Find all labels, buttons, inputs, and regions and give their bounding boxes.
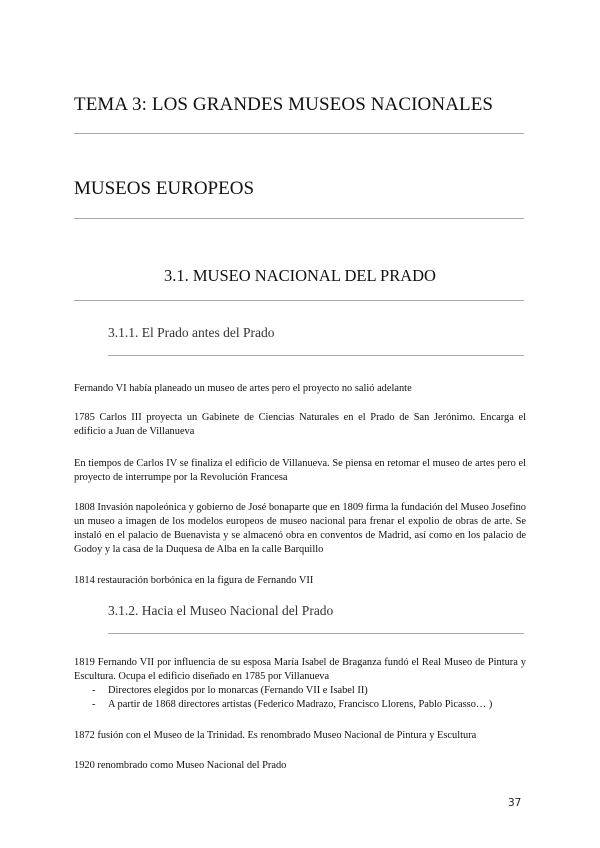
chapter-subtitle: MUSEOS EUROPEOS [74,178,255,199]
paragraph-1920: 1920 renombrado como Museo Nacional del Prado [74,760,287,771]
directors-list [92,684,532,712]
paragraph-1814: 1814 restauración borbónica en la figura de Fernando VII [74,575,314,586]
title-rule [74,133,524,134]
paragraph-1819: 1819 Fernando VII por influencia de su esposa María Isabel de Braganza fundó el Real Museo de Pintura y Escultura. Ocupa el edificio diseñado en 1785 por Villanueva [74,657,526,682]
paragraph-1808: 1808 Invasión napoleónica y gobierno de José bonaparte que en 1809 firma la fundación del Museo Josefino un museo a imagen de los modelos europeos de museo nacional para frenar el expolio de obras de arte. Se instaló en el palacio de Buenavista y se almacenó obra en conventos de Madrid, así como en los palacio de Godoy y la casa de la Duquesa de Alba en la calle Barquillo [74,502,526,555]
paragraph-1785: 1785 Carlos III proyecta un Gabinete de Ciencias Naturales en el Prado de San Jerónimo. Encarga el edificio a Juan de Villanueva [74,412,526,437]
list-item [92,684,532,698]
subtitle-rule [74,218,524,219]
list-marker: - [92,699,96,710]
subsection-heading-1: 3.1.1. El Prado antes del Prado [108,325,275,340]
section-rule [74,300,524,301]
page-number: 37 [508,797,522,809]
paragraph-carlos-iv: En tiempos de Carlos IV se finaliza el edificio de Villanueva. Se piensa en retomar el museo de artes pero el proyecto de interrumpe por la Revolución Francesa [74,458,526,483]
list-item-text: Directores elegidos por lo monarcas (Fernando VII e Isabel II) [108,685,368,696]
subsection-heading-2: 3.1.2. Hacia el Museo Nacional del Prado [108,603,334,618]
subsection-rule-2 [108,633,524,634]
chapter-title: TEMA 3: LOS GRANDES MUSEOS NACIONALES [74,94,494,115]
list-marker: - [92,685,96,696]
paragraph-fernando-vi: Fernando VI había planeado un museo de artes pero el proyecto no salió adelante [74,383,412,394]
list-item-text: A partir de 1868 directores artistas (Federico Madrazo, Francisco Llorens, Pablo Picasso… ) [108,699,493,710]
section-heading: 3.1. MUSEO NACIONAL DEL PRADO [164,266,436,285]
list-item [92,698,532,712]
subsection-rule-1 [108,355,524,356]
paragraph-1872: 1872 fusión con el Museo de la Trinidad. Es renombrado Museo Nacional de Pintura y Escultura [74,730,477,741]
